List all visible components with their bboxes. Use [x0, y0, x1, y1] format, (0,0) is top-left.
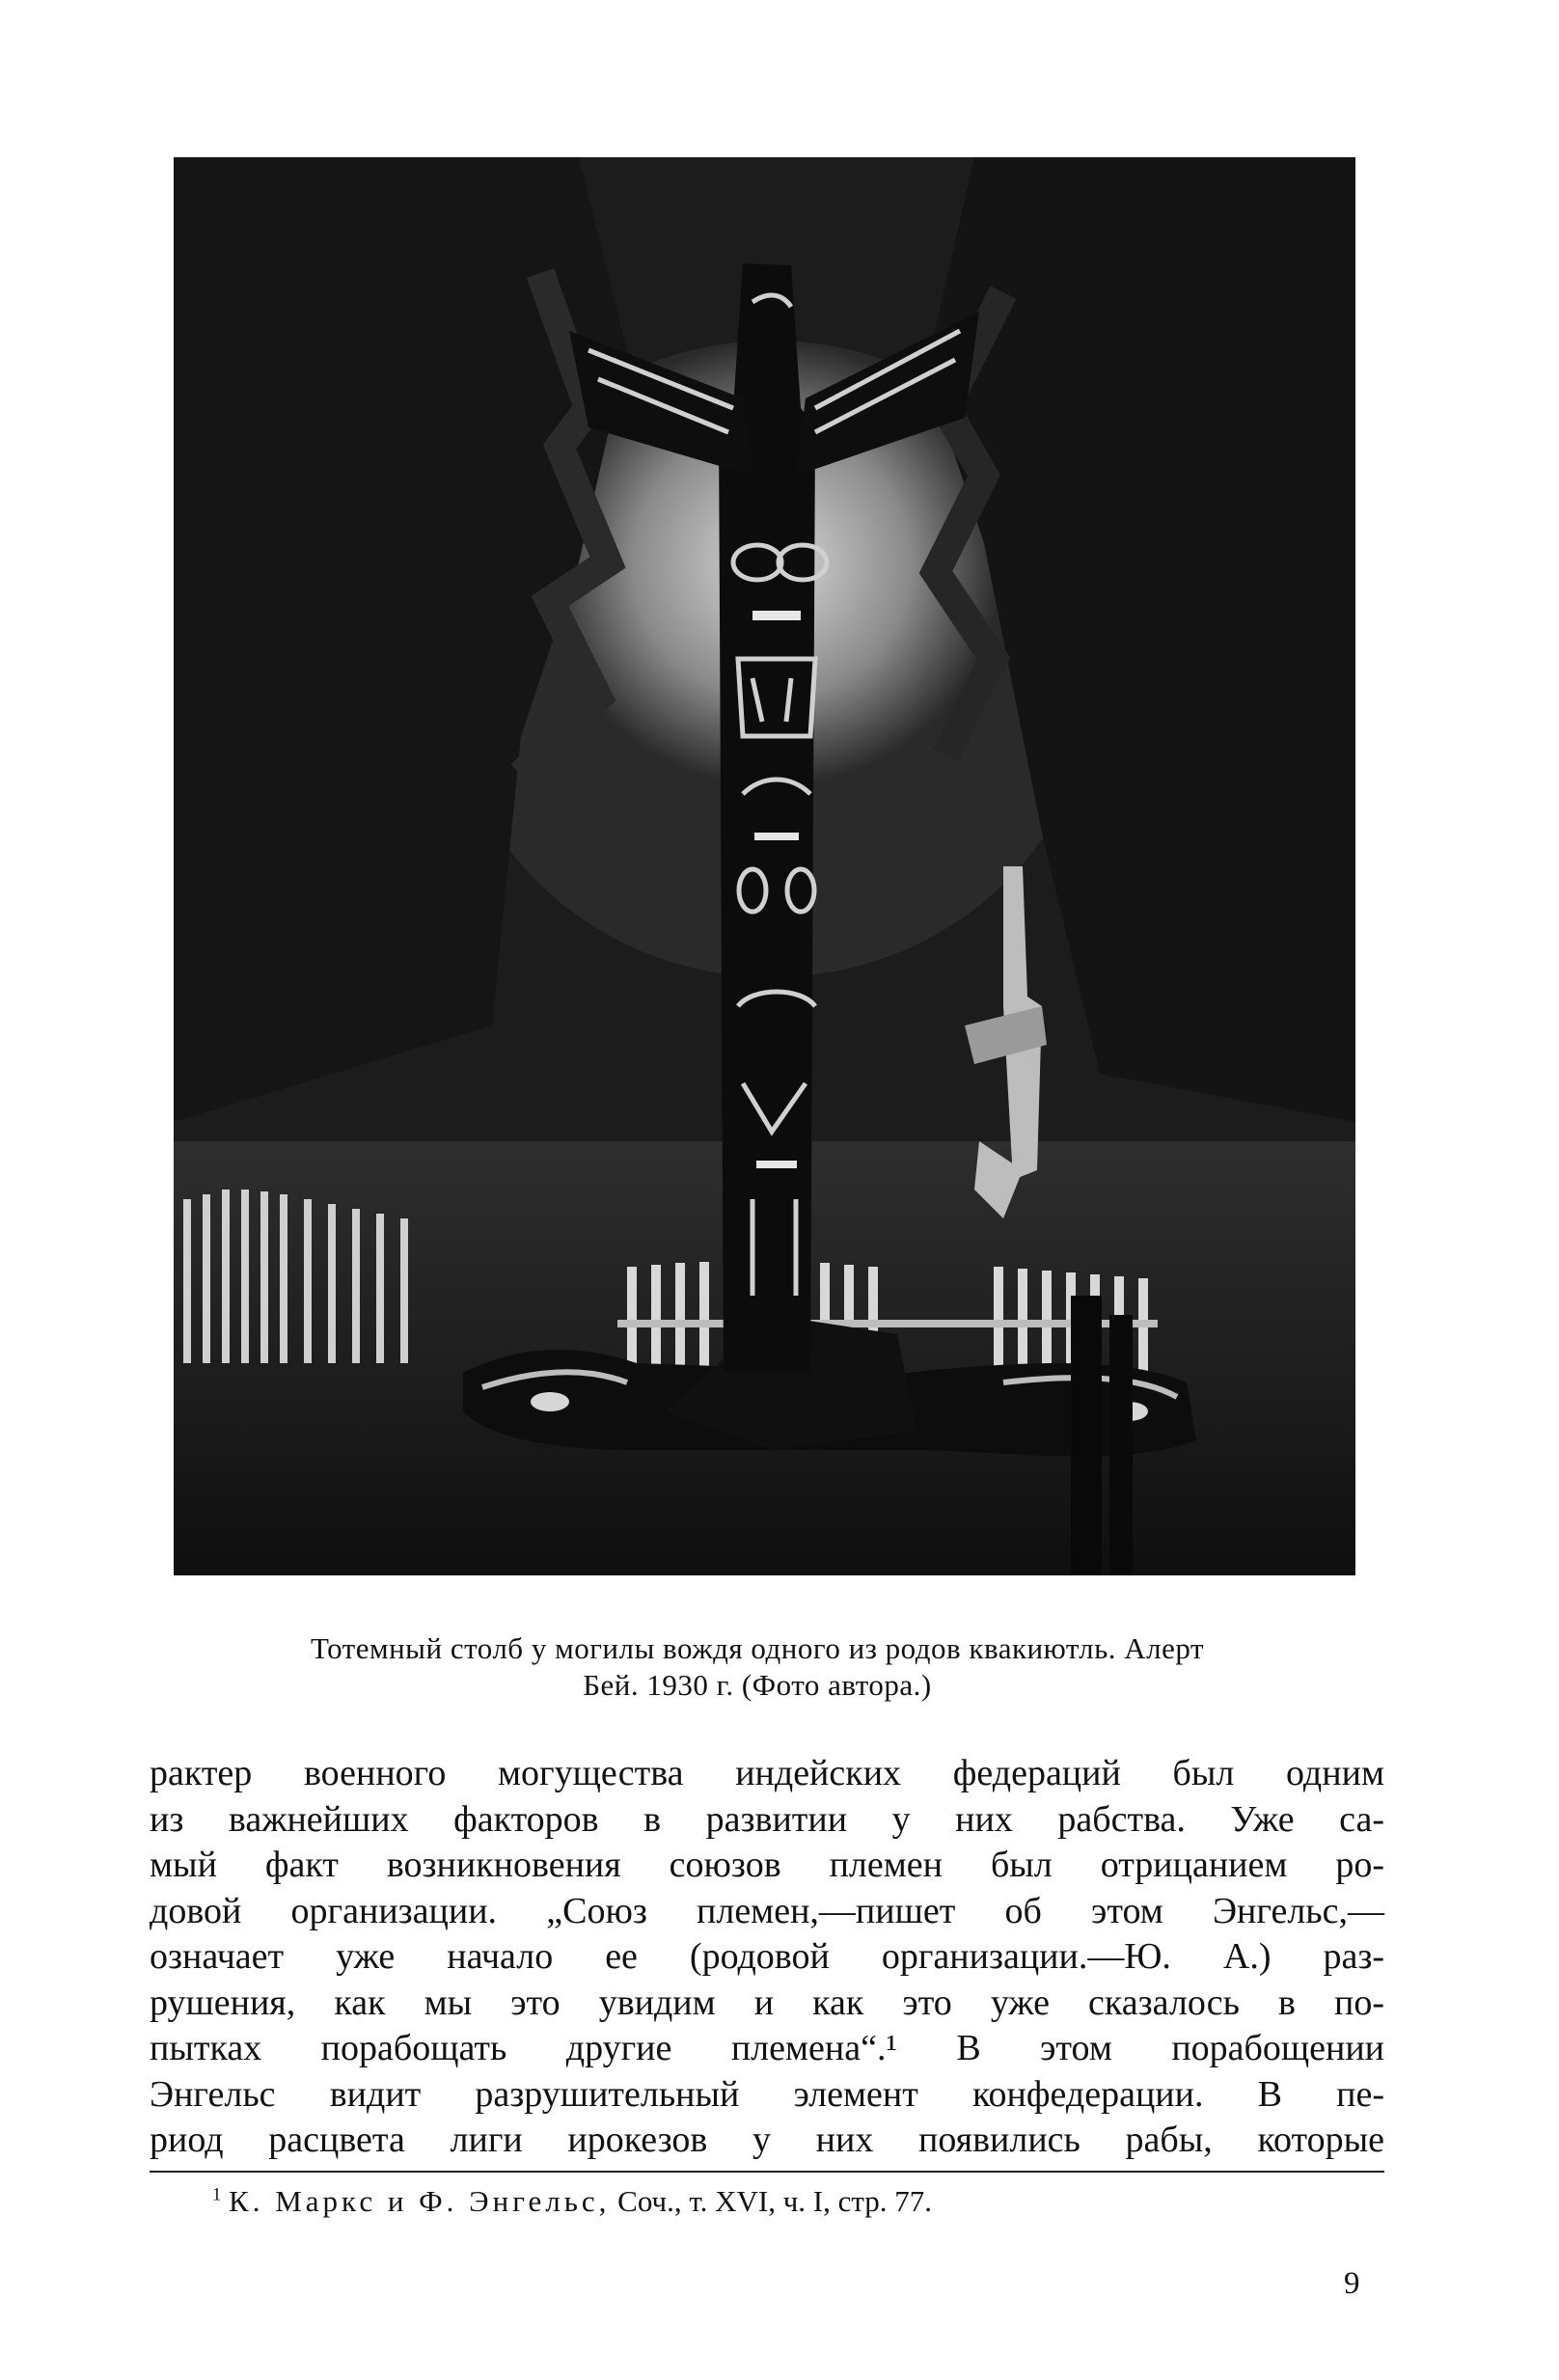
caption-line-2: Бей. 1930 г. (Фото автора.): [583, 1668, 932, 1702]
footnote-divider: [150, 2171, 1384, 2173]
body-line: означает уже начало ее (родовой организации.—Ю. А.) раз-: [150, 1936, 1384, 1977]
footnote-reference: Соч., т. XVI, ч. I, стр. 77.: [617, 2184, 933, 2218]
page-number: 9: [1344, 2266, 1360, 2301]
footnote-marker: 1: [212, 2184, 222, 2205]
body-line: пытках порабощать другие племена“.¹ В этом порабощении: [150, 2028, 1384, 2068]
body-paragraph: [150, 1751, 1384, 2164]
body-line: Энгельс видит разрушительный элемент конфедерации. В пе-: [150, 2073, 1384, 2115]
body-line: риод расцвета лиги ирокезов у них появились рабы, которые: [150, 2120, 1384, 2160]
body-line: мый факт возникновения союзов племен был отрицанием ро-: [150, 1845, 1384, 1885]
body-line: из важнейших факторов в развитии у них рабства. Уже са-: [150, 1798, 1384, 1840]
body-line: довой организации. „Союз племен,—пишет об этом Энгельс,—: [150, 1890, 1384, 1931]
footnote-authors: К. Маркс и Ф. Энгельс,: [229, 2184, 611, 2218]
body-line: рушения, как мы это увидим и как это уже сказалось в по-: [150, 1982, 1384, 2023]
body-line: рактер военного могущества индейских федераций был одним: [150, 1753, 1384, 1793]
caption-line-1: Тотемный столб у могилы вождя одного из родов квакиютль. Алерт: [310, 1631, 1205, 1665]
totem-pole-photo: [174, 157, 1355, 1575]
figure-caption: [145, 1630, 1370, 1704]
footnote: [212, 2182, 932, 2221]
